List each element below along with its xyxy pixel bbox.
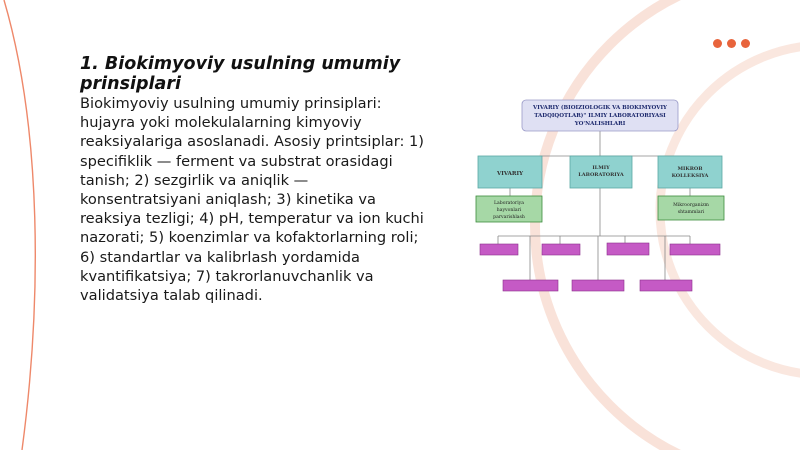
slide-title: 1. Biokimyoviy usulning umumiy prinsiplari (80, 54, 401, 94)
diagram-green-right (658, 196, 724, 220)
green-right-line2: shtammlari (677, 210, 705, 215)
dot-icon (727, 39, 736, 48)
green-left-line2: hayvonlari (496, 208, 522, 213)
top-box-line2: TADQIQOTLAR)" ILMIY LABORATORIYASI (534, 113, 666, 119)
green-left-line1: Laboratoriya (493, 201, 525, 206)
magenta-box (503, 280, 558, 291)
diagram-box-vivariy (478, 156, 542, 188)
top-box-line3: YO'NALISHLARI (574, 121, 626, 127)
green-right-line1: Mikroorganizm (673, 203, 709, 208)
magenta-box (480, 244, 518, 255)
diagram-top-box (522, 100, 678, 131)
box-vivariy-label: VIVARIY (496, 171, 524, 177)
magenta-box (670, 244, 720, 255)
diagram-green-left (476, 196, 542, 222)
magenta-box (542, 244, 580, 255)
decorative-dots (713, 39, 750, 48)
box-laboratoriya-line2: LABORATORIYA (578, 172, 624, 178)
green-left-line3: parvarishlash (493, 215, 525, 220)
dot-icon (713, 39, 722, 48)
top-box-line1: VIVARIY (BIOIZIOLOGIK VA BIOKIMYOVIY (533, 105, 667, 111)
box-laboratoriya-line1: ILMIY (592, 165, 610, 171)
magenta-box (607, 243, 649, 255)
box-mikrob-line2: KOLLEKSIYA (671, 173, 709, 179)
org-diagram (470, 96, 730, 296)
box-mikrob-line1: MIKROB (677, 166, 703, 172)
magenta-box (640, 280, 692, 291)
slide-body-text: Biokimyoviy usulning umumiy prinsiplari: hujayra yoki molekulalarning kimyoviy reaksiyalariga asoslanadi. Asosiy printsiplar: 1) specifiklik — ferment va substrat orasidagi tanish; 2) sezgirlik va aniqlik — konsentratsiyani aniqlash; 3) kinetika va reaksiya tezligi; 4) pH, temperatur va ion kuchi nazorati; 5) koenzimlar va kofaktorlarning roli; 6) standartlar va kalibrlash yordamida kvantifikatsiya; 7) takrorlanuvchanlik va validatsiya talab qilinadi. (80, 95, 424, 305)
diagram-magenta-boxes (480, 243, 720, 291)
diagram-box-laboratoriya (570, 156, 632, 188)
magenta-box (572, 280, 624, 291)
diagram-box-mikrob (658, 156, 722, 188)
dot-icon (741, 39, 750, 48)
